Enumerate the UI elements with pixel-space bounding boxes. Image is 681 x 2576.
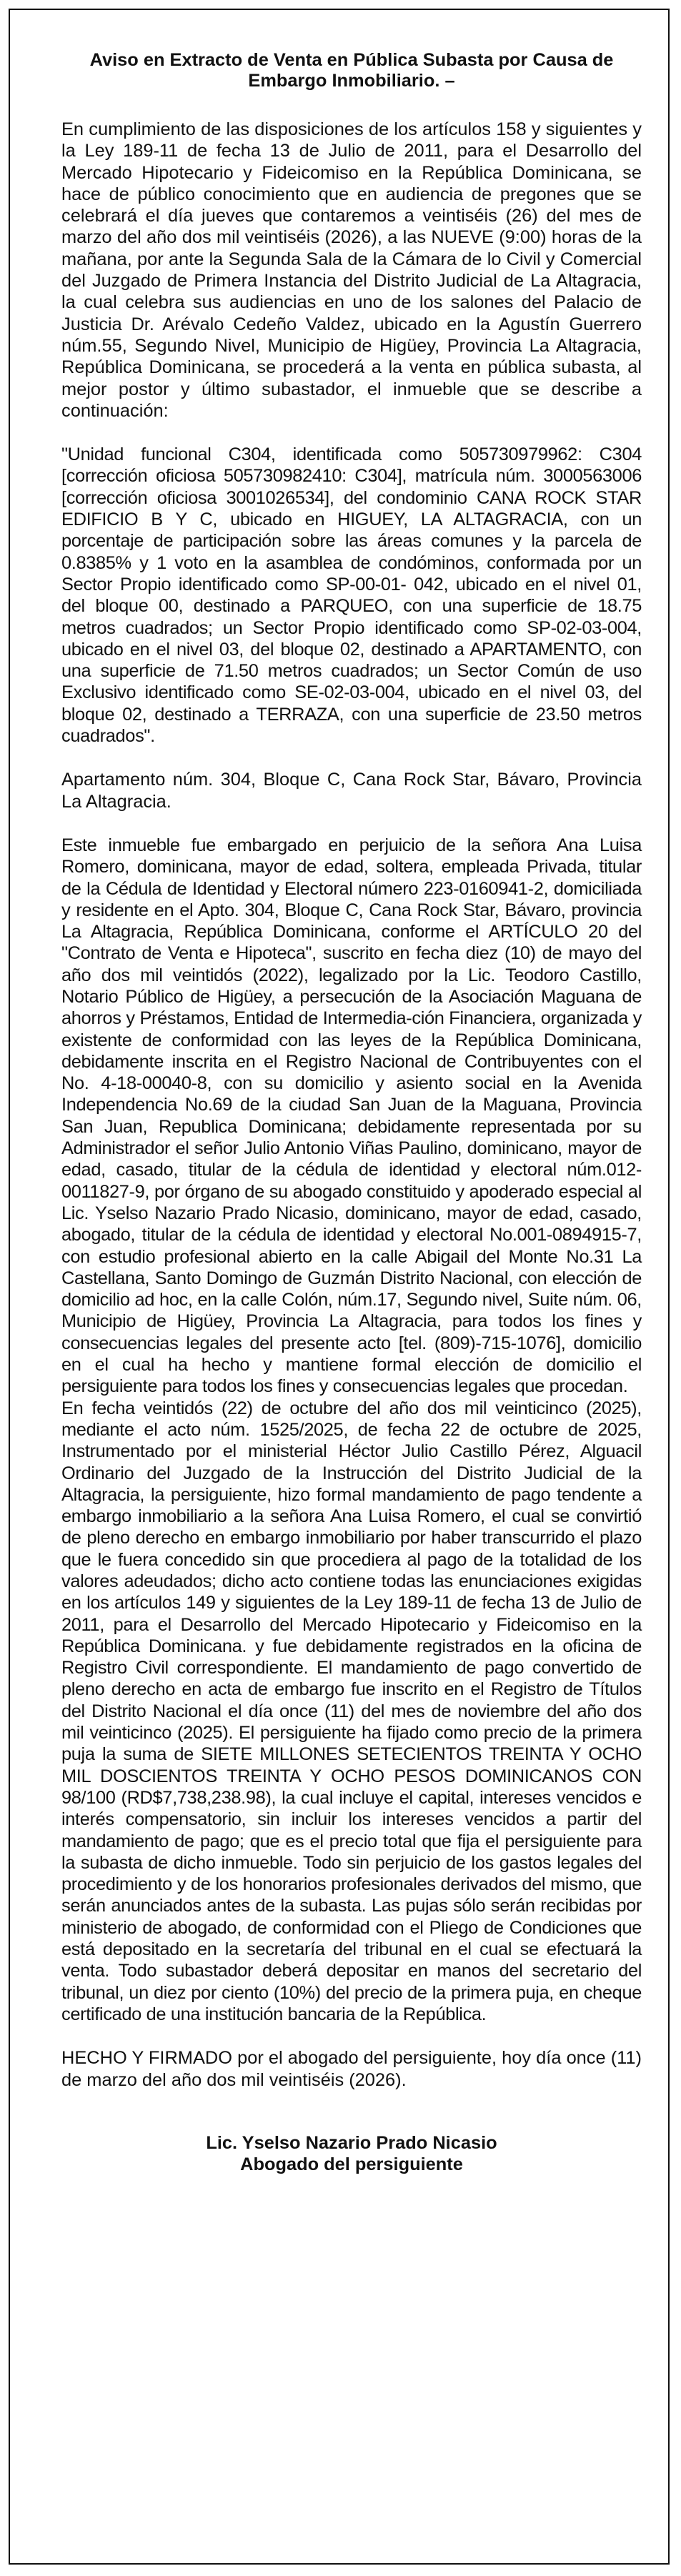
signature-name: Lic. Yselso Nazario Prado Nicasio (206, 2132, 497, 2153)
signature-block (61, 2132, 642, 2175)
notice-frame (9, 9, 670, 2565)
paragraph-property-description: "Unidad funcional C304, identificada como 505730979962: C304 [corrección oficiosa 505730982410: C304], matrícula núm. 3000563006 [corrección oficiosa 3001026534], del condominio CANA ROCK STAR EDIFICIO B Y C, ubicado en HIGUEY, LA ALTAGRACIA, con un porcentaje de participación sobre las áreas comunes y la parcela de 0.8385% y 1 voto en la asamblea de condóminos, conformada por un Sector Propio identificado como SP-00-01- 042, ubicado en el nivel 01, del bloque 00, destinado a PARQUEO, con una superficie de 18.75 metros cuadrados; un Sector Propio identificado como SP-02-03-004, ubicado en el nivel 03, del bloque 02, destinado a APARTAMENTO, con una superficie de 71.50 metros cuadrados; un Sector Común de uso Exclusivo identificado como SE-02-03-004, ubicado en el nivel 03, del bloque 02, destinado a TERRAZA, con una superficie de 23.50 metros cuadrados". (61, 444, 642, 747)
signature-role: Abogado del persiguiente (240, 2154, 463, 2174)
paragraph-seizure-details: Este inmueble fue embargado en perjuicio de la señora Ana Luisa Romero, dominicana, mayor de edad, soltera, empleada Privada, titular de la Cédula de Identidad y Electoral número 223-0160941-2, domiciliada y residente en el Apto. 304, Bloque C, Cana Rock Star, Bávaro, provincia La Altagracia, República Dominicana, conforme el ARTÍCULO 20 del "Contrato de Venta e Hipoteca", suscrito en fecha diez (10) de mayo del año dos mil veintidós (2022), legalizado por la Lic. Teodoro Castillo, Notario Público de Higüey, a persecución de la Asociación Maguana de ahorros y Préstamos, Entidad de Intermedia-ción Financiera, organizada y existente de conformidad con las leyes de la República Dominicana, debidamente inscrita en el Registro Nacional de Contribuyentes con el No. 4-18-00040-8, con su domicilio y asiento social en la Avenida Independencia No.69 de la ciudad San Juan de la Maguana, Provincia San Juan, Republica Dominicana; debidamente representada por su Administrador el señor Julio Antonio Viñas Paulino, dominicano, mayor de edad, casado, titular de la cédula de identidad y electoral núm.012- 0011827-9, por órgano de su abogado constituido y apoderado especial al Lic. Yselso Nazario Prado Nicasio, dominicano, mayor de edad, casado, abogado, titular de la cédula de identidad y electoral No.001-0894915-7, con estudio profesional abierto en la calle Abigail del Monte No.31 La Castellana, Santo Domingo de Guzmán Distrito Nacional, con elección de domicilio ad hoc, en la calle Colón, núm.17, Segundo nivel, Suite núm. 06, Municipio de Higüey, Provincia La Altagracia, para todos los fines y consecuencias legales del presente acto [tel. (809)-715-1076], domicilio en el cual ha hecho y mantiene formal elección de domicilio el persiguiente para todos los fines y consecuencias legales que procedan. (61, 835, 642, 1397)
notice-title: Aviso en Extracto de Venta en Pública Subasta por Causa de Embargo Inmobiliario. – (89, 50, 614, 91)
paragraph-intro: En cumplimiento de las disposiciones de los artículos 158 y siguientes y la Ley 189-11 de fecha 13 de Julio de 2011, para el Desarrollo del Mercado Hipotecario y Fideicomiso en la República Dominicana, se hace de público conocimiento que en audiencia de pregones que se celebrará el día jueves que contaremos a veintiséis (26) del mes de marzo del año dos mil veintiséis (2026), a las NUEVE (9:00) horas de la mañana, por ante la Segunda Sala de la Cámara de lo Civil y Comercial del Juzgado de Primera Instancia del Distrito Judicial de La Altagracia, la cual celebra sus audiencias en uno de los salones del Palacio de Justicia Dr. Arévalo Cedeño Valdez, ubicado en la Agustín Guerrero núm.55, Segundo Nivel, Municipio de Higüey, Provincia La Altagracia, República Dominicana, se procederá a la venta en pública subasta, al mejor postor y último subastador, el inmueble que se describe a continuación: (61, 119, 642, 421)
legal-notice (61, 50, 642, 2175)
paragraph-signed: HECHO Y FIRMADO por el abogado del persiguiente, hoy día once (11) de marzo del año dos mil veintiséis (2026). (61, 2048, 642, 2090)
paragraph-address: Apartamento núm. 304, Bloque C, Cana Rock Star, Bávaro, Provincia La Altagracia. (61, 770, 642, 812)
paragraph-payment-order: En fecha veintidós (22) de octubre del año dos mil veinticinco (2025), mediante el acto núm. 1525/2025, de fecha 22 de octubre de 2025, Instrumentado por el ministerial Héctor Julio Castillo Pérez, Alguacil Ordinario del Juzgado de la Instrucción del Distrito Judicial de la Altagracia, la persiguiente, hizo formal mandamiento de pago tendente a embargo inmobiliario a la señora Ana Luisa Romero, el cual se convirtió de pleno derecho en embargo inmobiliario por haber transcurrido el plazo que le fuera concedido sin que procediera al pago de la totalidad de los valores adeudados; dicho acto contiene todas las enunciaciones exigidas en los artículos 149 y siguientes de la Ley 189-11 de fecha 13 de Julio de 2011, para el Desarrollo del Mercado Hipotecario y Fideicomiso en la República Dominicana. y fue debidamente registrados en la oficina de Registro Civil correspondiente. El mandamiento de pago convertido de pleno derecho en acta de embargo fue inscrito en el Registro de Títulos del Distrito Nacional el día once (11) del mes de noviembre del año dos mil veinticinco (2025). El persiguiente ha fijado como precio de la primera puja la suma de SIETE MILLONES SETECIENTOS TREINTA Y OCHO MIL DOSCIENTOS TREINTA Y OCHO PESOS DOMINICANOS CON 98/100 (RD$7,738,238.98), la cual incluye el capital, intereses vencidos e interés compensatorio, sin incluir los intereses vencidos a partir del mandamiento de pago; que es el precio total que fija el persiguiente para la subasta de dicho inmueble. Todo sin perjuicio de los gastos legales del procedimiento y de los honorarios profesionales derivados del mismo, que serán anunciados antes de la subasta. Las pujas sólo serán recibidas por ministerio de abogado, de conformidad con el Pliego de Condiciones que está depositado en la secretaría del tribunal en el cual se efectuará la venta. Todo subastador deberá depositar en manos del secretario del tribunal, un diez por ciento (10%) del precio de la primera puja, en cheque certificado de una institución bancaria de la República. (61, 1398, 642, 2024)
